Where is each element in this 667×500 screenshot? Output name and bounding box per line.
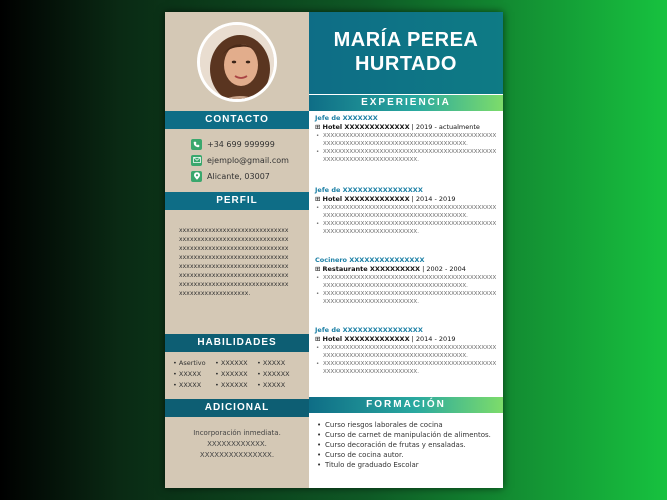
formacion-list [317,420,499,470]
profile-photo [197,22,277,102]
job-company: Hotel XXXXXXXXXXXXX [322,123,410,131]
adicional-line: XXXXXXXXXXXXXXX. [199,451,275,459]
job-company: Hotel XXXXXXXXXXXXX [322,195,410,203]
skill-item: • Asertivo [173,359,206,367]
skill-item: • XXXXX [173,370,202,378]
perfil-line: xxxxxxxxxxxxxxxxxxxxxxxxxxxxxx [179,272,289,279]
job-company-line: ⊞ Hotel XXXXXXXXXXXXX | 2014 - 2019 [315,335,456,343]
job-company: Hotel XXXXXXXXXXXXX [322,335,410,343]
formacion-item: • Curso de cocina autor. [317,450,499,460]
candidate-name [309,28,503,76]
job-bullet: • XXXXXXXXXXXXXXXXXXXXXXXXXXXXXXXXXXXXXXXXXXXXXXXXXXXXXXXXXXXXXXXXXXXXXXX. [315,360,499,376]
adicional-text [165,428,309,461]
skill-item: • XXXXX [257,381,286,389]
section-header-perfil: PERFIL [165,192,309,210]
skill-item: • XXXXXX [257,370,290,378]
job-bullets [315,204,499,236]
section-header-formacion: FORMACIÓN [309,397,503,413]
section-header-experiencia: EXPERIENCIA [309,95,503,111]
section-header-habilidades: HABILIDADES [165,334,309,352]
job-dates: | 2014 - 2019 [409,335,456,343]
job-entry [315,186,499,236]
job-company: Restaurante XXXXXXXXXX [322,265,421,273]
job-bullet: • XXXXXXXXXXXXXXXXXXXXXXXXXXXXXXXXXXXXXXXXXXXXXXXXXXXXXXXXXXXXXXXXXXXXXXXXXXXXXXXXXXXX. [315,344,499,360]
job-bullets [315,274,499,306]
perfil-line: xxxxxxxxxxxxxxxxxxxxxxxxxxxxxx [179,263,289,270]
skills-list [173,358,303,391]
phone-icon [191,139,202,150]
formacion-item: • Curso de carnet de manipulación de alimentos. [317,430,499,440]
contact-phone-text: +34 699 999999 [207,139,275,149]
candidate-name-line1: MARÍA PEREA [333,29,479,51]
contact-location [191,170,270,182]
job-dates: | 2019 - actualmente [409,123,480,131]
job-bullet: • XXXXXXXXXXXXXXXXXXXXXXXXXXXXXXXXXXXXXXXXXXXXXXXXXXXXXXXXXXXXXXXXXXXXXXX. [315,148,499,164]
perfil-line: xxxxxxxxxxxxxxxxxxxxxxxxxxxxxx [179,281,289,288]
contact-location-text: Alicante, 03007 [207,171,270,181]
location-icon [191,171,202,182]
perfil-line: xxxxxxxxxxxxxxxxxxxxxxxxxxxxxx [179,236,289,243]
job-bullets [315,132,499,164]
job-company-line: ⊞ Hotel XXXXXXXXXXXXX | 2019 - actualmente [315,123,480,131]
formacion-item: • Curso decoración de frutas y ensaladas. [317,440,499,450]
section-header-adicional: ADICIONAL [165,399,309,417]
job-title: Jefe de XXXXXXXXXXXXXXXX [315,186,423,194]
perfil-line: xxxxxxxxxxxxxxxxxxx. [179,290,251,297]
formacion-item: • Curso riesgos laborales de cocina [317,420,499,430]
skill-item: • XXXXX [257,359,286,367]
contact-email-text: ejemplo@gmail.com [207,155,289,165]
perfil-line: xxxxxxxxxxxxxxxxxxxxxxxxxxxxxx [179,254,289,261]
job-title: Cocinero XXXXXXXXXXXXXXX [315,256,425,264]
candidate-name-line2: HURTADO [354,53,457,75]
job-company-line: ⊞ Restaurante XXXXXXXXXX | 2002 - 2004 [315,265,466,273]
formacion-item: • Titulo de graduado Escolar [317,460,499,470]
job-dates: | 2002 - 2004 [420,265,466,273]
job-bullet: • XXXXXXXXXXXXXXXXXXXXXXXXXXXXXXXXXXXXXXXXXXXXXXXXXXXXXXXXXXXXXXXXXXXXXXXXXXXXXXXXXXXX. [315,204,499,220]
job-entry [315,114,499,164]
job-title: Jefe de XXXXXXX [315,114,378,122]
skills-row [173,369,303,380]
job-bullet: • XXXXXXXXXXXXXXXXXXXXXXXXXXXXXXXXXXXXXXXXXXXXXXXXXXXXXXXXXXXXXXXXXXXXXXX. [315,290,499,306]
job-entry [315,256,499,306]
skills-row [173,358,303,369]
skill-item: • XXXXXX [215,370,248,378]
resume-page [165,12,503,488]
job-bullets [315,344,499,376]
perfil-line: xxxxxxxxxxxxxxxxxxxxxxxxxxxxxx [179,227,289,234]
contact-email [191,154,289,166]
job-title: Jefe de XXXXXXXXXXXXXXXX [315,326,423,334]
job-dates: | 2014 - 2019 [409,195,456,203]
job-bullet: • XXXXXXXXXXXXXXXXXXXXXXXXXXXXXXXXXXXXXXXXXXXXXXXXXXXXXXXXXXXXXXXXXXXXXXX. [315,220,499,236]
skill-item: • XXXXXX [215,359,248,367]
skills-row [173,380,303,391]
email-icon [191,155,202,166]
job-entry [315,326,499,376]
job-company-line: ⊞ Hotel XXXXXXXXXXXXX | 2014 - 2019 [315,195,456,203]
skill-item: • XXXXXX [215,381,248,389]
perfil-text [179,226,297,298]
skill-item: • XXXXX [173,381,202,389]
job-bullet: • XXXXXXXXXXXXXXXXXXXXXXXXXXXXXXXXXXXXXXXXXXXXXXXXXXXXXXXXXXXXXXXXXXXXXXXXXXXXXXXXXXXX. [315,274,499,290]
adicional-line: XXXXXXXXXXXX. [207,440,267,448]
adicional-line: Incorporación inmediata. [193,429,281,437]
contact-phone [191,138,275,150]
section-header-contacto: CONTACTO [165,111,309,129]
job-bullet: • XXXXXXXXXXXXXXXXXXXXXXXXXXXXXXXXXXXXXXXXXXXXXXXXXXXXXXXXXXXXXXXXXXXXXXXXXXXXXXXXXXXX. [315,132,499,148]
perfil-line: xxxxxxxxxxxxxxxxxxxxxxxxxxxxxx [179,245,289,252]
